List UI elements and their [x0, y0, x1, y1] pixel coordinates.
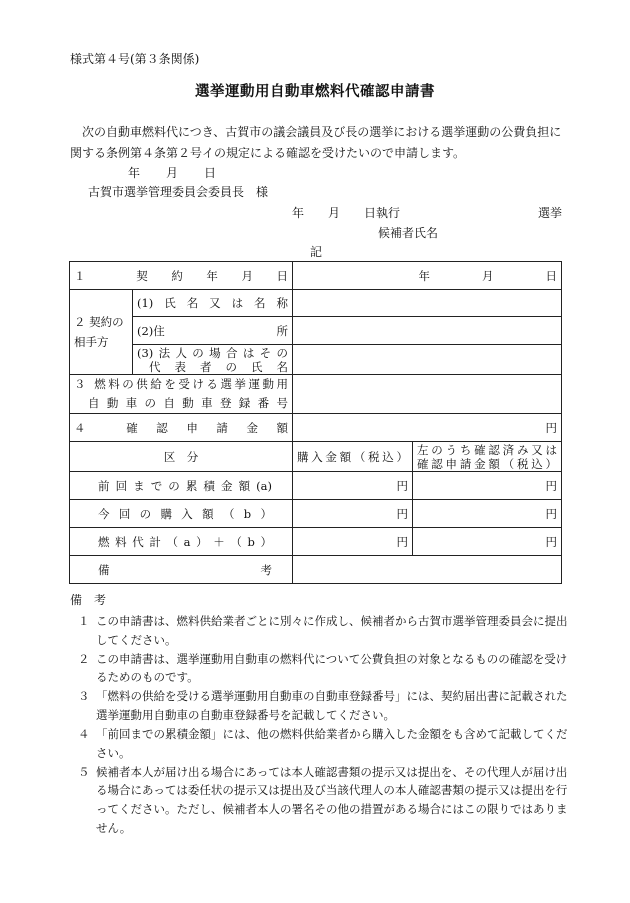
remarks-field[interactable]	[293, 556, 562, 584]
current-purchase-field[interactable]: 円	[293, 500, 413, 528]
note-text: 「燃料の供給を受ける選挙運動用自動車の自動車登録番号」には、契約届出書に記載された選挙運動用自動車の自動車登録番号を記載してください。	[96, 689, 568, 722]
table-row	[70, 528, 562, 556]
total-confirmed-field[interactable]: 円	[413, 528, 562, 556]
note-number: ３	[78, 689, 90, 704]
form-number: 様式第４号(第３条関係)	[70, 52, 200, 66]
note-text: この申請書は、選挙運動用自動車の燃料代について公費負担の対象となるものの確認を受けるためのものです。	[96, 651, 568, 685]
note-number: ２	[78, 651, 90, 666]
table-row	[70, 317, 562, 345]
representative-label-b: 代表者の氏名	[149, 359, 288, 374]
current-confirmed-field[interactable]: 円	[413, 500, 562, 528]
list-item	[78, 612, 568, 649]
contract-party-label	[70, 290, 133, 375]
registration-number-label	[70, 375, 293, 414]
date-year: 年	[128, 166, 141, 180]
party-address-field[interactable]	[293, 317, 562, 345]
registration-label-b: 自動車の自動車登録番号	[88, 396, 288, 410]
party-address-label-b: 所	[276, 323, 288, 338]
date-month: 月	[166, 166, 179, 180]
contract-day: 日	[545, 268, 557, 283]
note-number: １	[78, 614, 90, 628]
contract-month: 月	[482, 268, 494, 283]
table-row	[70, 262, 562, 290]
contract-date-label: １ 契約年月日	[70, 262, 293, 290]
table-row	[70, 345, 562, 375]
note-text: 候補者本人が届け出る場合にあっては本人確認書類の提示又は提出を、その代理人が届け出る場合にあっては委任状の提示又は提出及び当該代理人の本人確認書類の提示又は提出を行ってください。ただし、候補者本人の署名その他の措置がある場合にはこの限りではありません。	[96, 764, 568, 835]
election-suffix: 選挙	[538, 206, 563, 220]
registration-label-a: ３ 燃料の供給を受ける選挙運動用	[74, 377, 288, 391]
candidate-name-label: 候補者氏名	[378, 226, 439, 240]
note-text: 「前回までの累積金額」には、他の燃料供給業者から購入した金額をも含めて記載してください。	[96, 727, 568, 760]
addressee: 古賀市選挙管理委員会委員長 様	[88, 185, 269, 199]
election-date: 年 月 日執行	[292, 206, 401, 220]
table-row	[70, 442, 562, 472]
header-kubun: 区 分	[70, 442, 293, 472]
requested-amount-field[interactable]: 円	[293, 414, 562, 442]
requested-amount-label: ４ 確認申請金額	[70, 414, 293, 442]
list-item	[78, 687, 568, 724]
header-confirmed-amount	[413, 442, 562, 472]
contract-date-value[interactable]	[293, 262, 562, 290]
notes-list	[78, 612, 568, 838]
table-row	[70, 290, 562, 317]
list-item	[78, 650, 568, 687]
header-confirmed-a: 左のうち確認済み又は	[417, 442, 557, 457]
prev-confirmed-field[interactable]: 円	[413, 472, 562, 500]
party-name-field[interactable]	[293, 290, 562, 317]
header-confirmed-b: 確認申請金額（税込）	[417, 456, 557, 471]
list-item	[78, 763, 568, 837]
prev-purchase-field[interactable]: 円	[293, 472, 413, 500]
remarks-label: 備考	[70, 556, 293, 584]
party-address-label	[133, 317, 293, 345]
registration-number-field[interactable]	[293, 375, 562, 414]
representative-label-a: (3)法人の場合はその	[137, 345, 288, 360]
date-day: 日	[204, 166, 217, 180]
table-row	[70, 500, 562, 528]
prev-cumulative-label: 前回までの累積金額(a)	[70, 472, 293, 500]
fuel-total-label: 燃料代計（a）＋（b）	[70, 528, 293, 556]
representative-field[interactable]	[293, 345, 562, 375]
document-title: 選挙運動用自動車燃料代確認申請書	[195, 83, 435, 100]
list-item	[78, 725, 568, 762]
party-name-label: (1)氏名又は名称	[133, 290, 293, 317]
ki-heading: 記	[310, 245, 323, 259]
application-date	[128, 164, 216, 181]
note-number: ５	[78, 764, 90, 779]
notes-heading: 備 考	[70, 593, 107, 607]
table-row	[70, 472, 562, 500]
note-number: ４	[78, 727, 90, 742]
intro-paragraph: 次の自動車燃料代につき、古賀市の議会議員及び長の選挙における選挙運動の公費負担に関する条例第４条第２号イの規定による確認を受けたいので申請します。	[70, 125, 562, 160]
application-table	[69, 261, 562, 584]
contract-party-text: ２ 契約の相手方	[74, 315, 124, 349]
current-purchase-label: 今回の購入額（b）	[70, 500, 293, 528]
table-row	[70, 414, 562, 442]
header-purchase-amount: 購入金額（税込）	[293, 442, 413, 472]
party-address-label-a: (2)住	[137, 323, 165, 338]
note-text: この申請書は、燃料供給業者ごとに別々に作成し、候補者から古賀市選挙管理委員会に提出してください。	[96, 614, 568, 647]
table-row	[70, 375, 562, 414]
representative-label	[133, 345, 293, 375]
table-row	[70, 556, 562, 584]
total-purchase-field[interactable]: 円	[293, 528, 413, 556]
contract-year: 年	[418, 268, 430, 283]
